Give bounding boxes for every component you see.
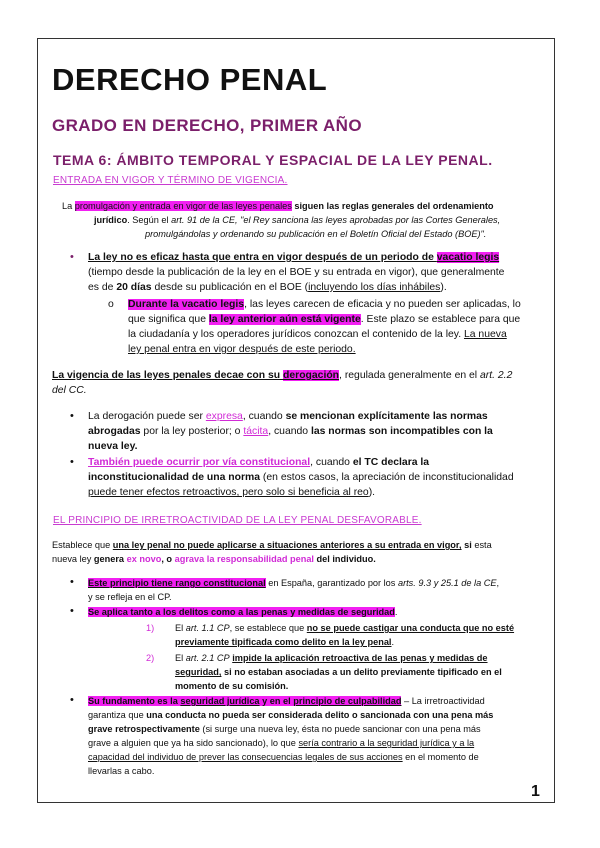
bullet-derogation-types: La derogación puede ser expresa, cuando se mencionan explícitamente las normas abrogadas por la ley posterior; o tácita, cuando las normas son incompatibles con la nueva ley. — [88, 411, 493, 452]
bullet-icon: • — [70, 576, 74, 588]
numbered-marker: 2) — [146, 653, 155, 663]
bullet-vacatio-legis: La ley no es eficaz hasta que entra en vigor después de un periodo de vacatio legis (tiempo desde la publicación de la ley en el BOE y su entrada en vigor), que generalmente es de 20 días desde su publicación en el BOE (incluyendo los días inhábiles). — [88, 252, 505, 293]
numbered-item-art-1-1: El art. 1.1 CP, se establece que no se puede castigar una conducta que no esté previamente tipificada como delito en la ley penal. — [175, 623, 515, 647]
bullet-applies-crimes-penalties: Se aplica tanto a los delitos como a las penas y medidas de seguridad. — [88, 607, 398, 617]
sub-bullet-marker: o — [108, 299, 114, 310]
highlight-promulgation: promulgación y entrada en vigor de las leyes penales — [74, 201, 292, 211]
page-number: 1 — [531, 783, 540, 800]
bullet-icon: • — [70, 456, 74, 468]
bullet-constitutional-route: También puede ocurrir por vía constitucional, cuando el TC declara la inconstitucionalidad de una norma (en estos casos, la apreciación de inconstitucionalidad puede tener efectos retroactivos, pero solo si beneficia al reo). — [88, 457, 514, 498]
document-subtitle: GRADO EN DERECHO, PRIMER AÑO — [52, 116, 362, 135]
highlight-vacatio-legis: vacatio legis — [436, 252, 500, 263]
bullet-icon: • — [70, 410, 74, 422]
validity-paragraph: La vigencia de las leyes penales decae con su derogación, regulada generalmente en el art. 2.2 del CC. — [52, 370, 513, 396]
highlight-derogation: derogación — [283, 370, 340, 381]
numbered-marker: 1) — [146, 623, 155, 633]
bullet-constitutional-rank: Este principio tiene rango constitucional en España, garantizado por los arts. 9.3 y 25.1 de la CE, y se refleja en el CP. — [88, 578, 500, 602]
sub-bullet-during-vacatio: Durante la vacatio legis, las leyes carecen de eficacia y no pueden ser aplicadas, lo que significa que la ley anterior aún está vigente. Este plazo se establece para que la ciudadanía y los operadores jurídicos conozcan el contenido de la ley. La nueva ley penal entra en vigor después de este periodo. — [128, 299, 521, 355]
bullet-icon: • — [70, 605, 74, 617]
topic-heading: TEMA 6: ÁMBITO TEMPORAL Y ESPACIAL DE LA LEY PENAL. — [53, 152, 493, 168]
section-heading-non-retroactivity: EL PRINCIPIO DE IRRETROACTIVIDAD DE LA LEY PENAL DESFAVORABLE. — [53, 515, 422, 526]
non-retroactivity-intro: Establece que una ley penal no puede aplicarse a situaciones anteriores a su entrada en vigor, si esta nueva ley genera ex novo, o agrava la responsabilidad penal del individuo. — [52, 540, 492, 564]
highlight-previous-law: la ley anterior aún está vigente — [208, 314, 361, 325]
bullet-legal-certainty: Su fundamento es la seguridad jurídica y en el principio de culpabilidad – La irretroactividad garantiza que una conducta no pueda ser considerada delito o sancionada con una pena más grave retrospectivamente (si surge una nueva ley, ésta no puede sancionar con una pena más grave a alguien que ya ha sido sancionado), lo que sería contrario a la seguridad jurídica y a la capacidad del individuo de prever las consecuencias legales de sus acciones en el momento de llevarlas a cabo. — [88, 696, 494, 776]
numbered-item-art-2-1: El art. 2.1 CP impide la aplicación retroactiva de las penas y medidas de seguridad, si no estaban asociadas a un delito previamente tipificado en el momento de su comisión. — [175, 653, 502, 691]
document-title: DERECHO PENAL — [52, 62, 328, 97]
bullet-icon: • — [70, 251, 74, 263]
section-heading-entry-into-force: ENTRADA EN VIGOR Y TÉRMINO DE VIGENCIA. — [53, 175, 288, 186]
intro-paragraph: La promulgación y entrada en vigor de las leyes penales siguen las reglas generales del ordenamiento jurídico. Según el art. 91 de la CE, "el Rey sanciona las leyes aprobadas por las Cortes Generales, promulgándolas y ordenando su publicación en el Boletín Oficial del Estado (BOE)". — [62, 201, 501, 239]
bullet-icon: • — [70, 694, 74, 706]
